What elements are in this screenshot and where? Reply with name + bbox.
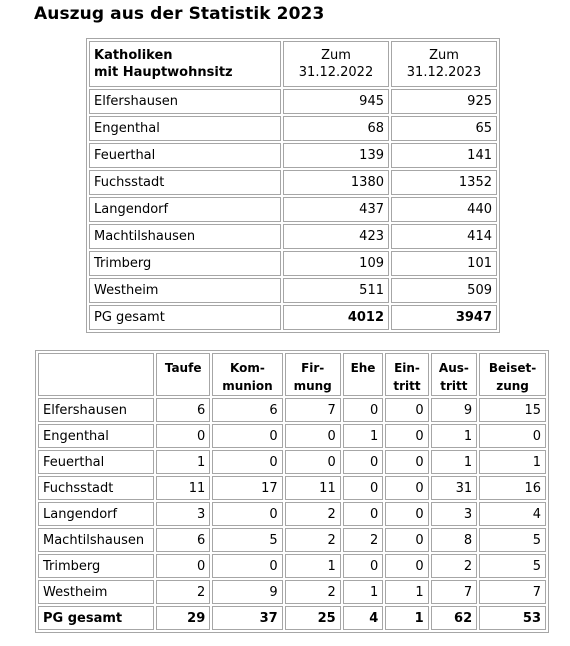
- header-catholics: [89, 41, 281, 87]
- value-eintritt: 1: [385, 580, 428, 604]
- value-austritt: 1: [431, 450, 477, 474]
- total-firmung: 25: [285, 606, 341, 630]
- header-2022: [283, 41, 389, 87]
- table-row: [38, 424, 546, 448]
- value-eintritt: 0: [385, 528, 428, 552]
- value-2023: 925: [391, 89, 497, 114]
- value-taufe: 11: [156, 476, 210, 500]
- value-eintritt: 0: [385, 424, 428, 448]
- header-catholics-line1: Katholiken: [94, 48, 173, 63]
- total-2022: 4012: [283, 305, 389, 330]
- value-2022: 511: [283, 278, 389, 303]
- parish-name: Fuchsstadt: [89, 170, 281, 195]
- header-2023: [391, 41, 497, 87]
- table-row: [38, 476, 546, 500]
- value-austritt: 9: [431, 398, 477, 422]
- value-beisetzung: 15: [479, 398, 546, 422]
- value-ehe: 0: [343, 476, 384, 500]
- parish-name: Langendorf: [89, 197, 281, 222]
- parish-name: Westheim: [89, 278, 281, 303]
- total-label: PG gesamt: [89, 305, 281, 330]
- value-kommunion: 17: [212, 476, 282, 500]
- parish-name: Elfershausen: [38, 398, 154, 422]
- table-row: [38, 528, 546, 552]
- value-austritt: 3: [431, 502, 477, 526]
- value-2023: 509: [391, 278, 497, 303]
- header-kommunion: [212, 353, 282, 396]
- value-ehe: 0: [343, 554, 384, 578]
- table-row: [38, 398, 546, 422]
- header-firmung: [285, 353, 341, 396]
- value-firmung: 0: [285, 450, 341, 474]
- parish-name: Engenthal: [89, 116, 281, 141]
- total-ehe: 4: [343, 606, 384, 630]
- total-2023: 3947: [391, 305, 497, 330]
- value-kommunion: 0: [212, 502, 282, 526]
- value-beisetzung: 4: [479, 502, 546, 526]
- header-2023-line1: Zum: [429, 48, 459, 63]
- table-row: [38, 502, 546, 526]
- table-row: [89, 143, 497, 168]
- table-row: [89, 251, 497, 276]
- value-2022: 945: [283, 89, 389, 114]
- parish-name: Trimberg: [89, 251, 281, 276]
- header-eintritt: [385, 353, 428, 396]
- parish-name: Machtilshausen: [89, 224, 281, 249]
- value-2023: 1352: [391, 170, 497, 195]
- table-row: [38, 450, 546, 474]
- table-row: [89, 197, 497, 222]
- total-beisetzung: 53: [479, 606, 546, 630]
- total-row: [38, 606, 546, 630]
- total-kommunion: 37: [212, 606, 282, 630]
- total-eintritt: 1: [385, 606, 428, 630]
- header-firmung-line2: mung: [293, 379, 332, 393]
- value-ehe: 1: [343, 580, 384, 604]
- value-beisetzung: 5: [479, 554, 546, 578]
- header-firmung-line1: Fir-: [301, 361, 325, 375]
- value-kommunion: 0: [212, 424, 282, 448]
- value-beisetzung: 0: [479, 424, 546, 448]
- value-2023: 414: [391, 224, 497, 249]
- header-beisetzung-line2: zung: [496, 379, 529, 393]
- events-table: [35, 350, 549, 633]
- value-firmung: 0: [285, 424, 341, 448]
- table-row: [89, 224, 497, 249]
- value-austritt: 31: [431, 476, 477, 500]
- value-austritt: 7: [431, 580, 477, 604]
- parish-name: Elfershausen: [89, 89, 281, 114]
- table-row: [89, 89, 497, 114]
- header-kommunion-line1: Kom-: [230, 361, 265, 375]
- value-2022: 423: [283, 224, 389, 249]
- value-kommunion: 9: [212, 580, 282, 604]
- value-ehe: 2: [343, 528, 384, 552]
- value-kommunion: 0: [212, 554, 282, 578]
- header-2022-line2: 31.12.2022: [298, 65, 374, 80]
- header-2022-line1: Zum: [321, 48, 351, 63]
- total-label: PG gesamt: [38, 606, 154, 630]
- value-2022: 139: [283, 143, 389, 168]
- header-taufe-text: Taufe: [164, 361, 202, 375]
- value-firmung: 2: [285, 528, 341, 552]
- parish-name: Feuerthal: [38, 450, 154, 474]
- value-austritt: 8: [431, 528, 477, 552]
- value-2022: 109: [283, 251, 389, 276]
- value-ehe: 0: [343, 398, 384, 422]
- value-taufe: 6: [156, 528, 210, 552]
- value-2022: 68: [283, 116, 389, 141]
- value-firmung: 2: [285, 580, 341, 604]
- value-beisetzung: 5: [479, 528, 546, 552]
- value-ehe: 0: [343, 502, 384, 526]
- value-2023: 440: [391, 197, 497, 222]
- value-taufe: 0: [156, 424, 210, 448]
- value-taufe: 2: [156, 580, 210, 604]
- value-eintritt: 0: [385, 476, 428, 500]
- parish-name: Fuchsstadt: [38, 476, 154, 500]
- table-row: [38, 580, 546, 604]
- total-taufe: 29: [156, 606, 210, 630]
- header-austritt-line1: Aus-: [438, 361, 469, 375]
- parish-name: Westheim: [38, 580, 154, 604]
- header-taufe: [156, 353, 210, 396]
- table-row: [89, 170, 497, 195]
- value-eintritt: 0: [385, 502, 428, 526]
- table-row: [89, 116, 497, 141]
- value-2023: 141: [391, 143, 497, 168]
- value-firmung: 11: [285, 476, 341, 500]
- value-kommunion: 0: [212, 450, 282, 474]
- header-beisetzung-line1: Beiset-: [488, 361, 537, 375]
- value-eintritt: 0: [385, 554, 428, 578]
- header-2023-line2: 31.12.2023: [406, 65, 482, 80]
- catholics-header-row: [89, 41, 497, 87]
- value-taufe: 0: [156, 554, 210, 578]
- table-row: [38, 554, 546, 578]
- total-row: [89, 305, 497, 330]
- header-eintritt-line1: Ein-: [394, 361, 420, 375]
- events-header-row: [38, 353, 546, 396]
- value-beisetzung: 7: [479, 580, 546, 604]
- header-eintritt-line2: tritt: [393, 379, 421, 393]
- value-eintritt: 0: [385, 450, 428, 474]
- value-beisetzung: 1: [479, 450, 546, 474]
- value-firmung: 1: [285, 554, 341, 578]
- header-ehe-text: Ehe: [350, 361, 376, 375]
- header-catholics-line2: mit Hauptwohnsitz: [94, 65, 233, 80]
- header-empty: [38, 353, 154, 396]
- value-taufe: 1: [156, 450, 210, 474]
- value-taufe: 6: [156, 398, 210, 422]
- value-2023: 101: [391, 251, 497, 276]
- header-beisetzung: [479, 353, 546, 396]
- value-ehe: 1: [343, 424, 384, 448]
- value-2023: 65: [391, 116, 497, 141]
- value-2022: 1380: [283, 170, 389, 195]
- parish-name: Engenthal: [38, 424, 154, 448]
- value-kommunion: 6: [212, 398, 282, 422]
- value-firmung: 2: [285, 502, 341, 526]
- header-ehe: [343, 353, 384, 396]
- value-austritt: 1: [431, 424, 477, 448]
- value-ehe: 0: [343, 450, 384, 474]
- value-beisetzung: 16: [479, 476, 546, 500]
- header-kommunion-line2: munion: [222, 379, 273, 393]
- header-austritt-line2: tritt: [440, 379, 468, 393]
- value-austritt: 2: [431, 554, 477, 578]
- table-row: [89, 278, 497, 303]
- total-austritt: 62: [431, 606, 477, 630]
- page-title: Auszug aus der Statistik 2023: [34, 4, 325, 24]
- value-2022: 437: [283, 197, 389, 222]
- parish-name: Feuerthal: [89, 143, 281, 168]
- parish-name: Langendorf: [38, 502, 154, 526]
- value-firmung: 7: [285, 398, 341, 422]
- parish-name: Machtilshausen: [38, 528, 154, 552]
- parish-name: Trimberg: [38, 554, 154, 578]
- value-kommunion: 5: [212, 528, 282, 552]
- value-eintritt: 0: [385, 398, 428, 422]
- header-austritt: [431, 353, 477, 396]
- value-taufe: 3: [156, 502, 210, 526]
- catholics-table: [86, 38, 500, 333]
